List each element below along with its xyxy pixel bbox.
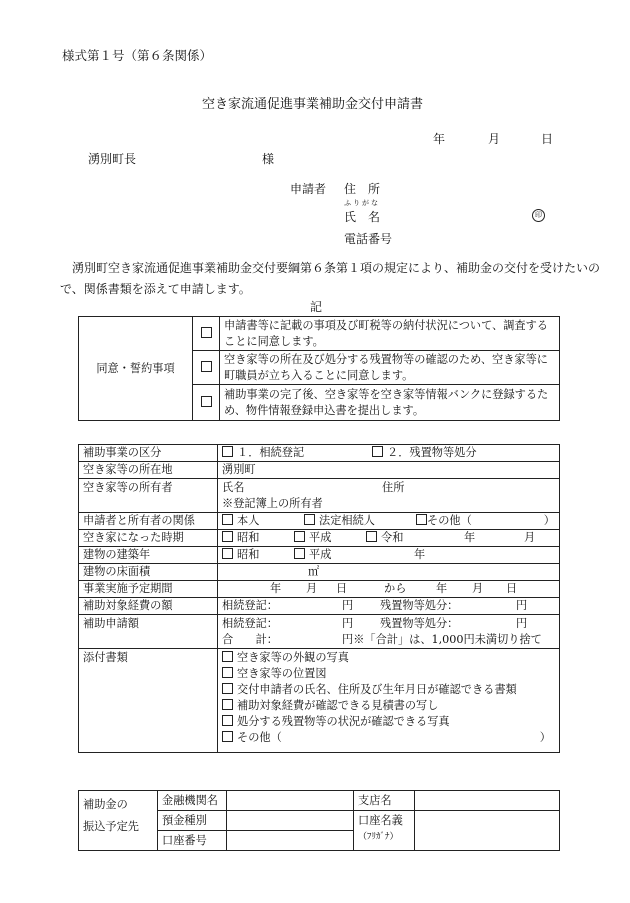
- attachment-item[interactable]: 処分する残置物等の状況が確認できる写真: [222, 714, 555, 730]
- furigana-ruby: ふりがな: [344, 199, 380, 207]
- attachment-item[interactable]: 空き家等の位置図: [222, 666, 555, 682]
- vacant-label: 空き家になった時期: [79, 530, 218, 547]
- honorific: 様: [262, 152, 275, 166]
- deposit-type-field[interactable]: [227, 811, 354, 831]
- built-heisei-option[interactable]: 平成: [294, 547, 414, 563]
- account-number-label: 口座番号: [158, 831, 227, 851]
- attachment-item[interactable]: 空き家等の外観の写真: [222, 650, 555, 666]
- total-note: 円※「合計」は、1,000円未満切り捨て: [342, 632, 542, 646]
- owner-address-label: 住所: [382, 480, 405, 494]
- owner-label: 空き家等の所有者: [79, 479, 218, 513]
- location-label: 空き家等の所在地: [79, 462, 218, 479]
- relation-heir-option[interactable]: 法定相続人: [304, 513, 416, 529]
- relation-options: 本人 法定相続人 その他（ ）: [218, 513, 560, 530]
- floor-area-field[interactable]: ㎡: [218, 564, 560, 581]
- cost-label: 補助対象経費の額: [79, 598, 218, 615]
- application-paragraph: 湧別町空き家流通促進事業補助金交付要綱第６条第１項の規定により、補助金の交付を受けたいので、関係書類を添えて申請します。: [60, 261, 601, 296]
- location-field[interactable]: 湧別町: [218, 462, 560, 479]
- category-option-1[interactable]: １．相続登記: [222, 445, 372, 461]
- seal-icon: 印: [532, 209, 545, 222]
- bank-name-field[interactable]: [227, 791, 354, 811]
- branch-label: 支店名: [354, 791, 415, 811]
- form-number: 様式第１号（第６条関係）: [62, 48, 213, 63]
- consent-checkbox[interactable]: [193, 385, 220, 421]
- phone-label: 電話番号: [344, 232, 393, 246]
- deposit-type-label: 預金種別: [158, 811, 227, 831]
- bank-name-label: 金融機関名: [158, 791, 227, 811]
- built-showa-option[interactable]: 昭和: [222, 547, 294, 563]
- era-heisei-option[interactable]: 平成: [294, 530, 366, 546]
- consent-checkbox[interactable]: [193, 317, 220, 351]
- era-reiwa-option[interactable]: 令和: [366, 530, 464, 546]
- consent-item: 補助事業の完了後、空き家等を空き家等情報バンクに登録するため、物件情報登録申込書を提出します。: [220, 385, 560, 421]
- date-day-label: 日: [541, 132, 554, 146]
- attachments-list: [218, 649, 560, 753]
- attachment-item[interactable]: 交付申請者の氏名、住所及び生年月日が確認できる書類: [222, 682, 555, 698]
- request-field[interactable]: 相続登記： 円 残置物等処分： 円 合 計： 円※「合計」は、1,000円未満切り捨て: [218, 615, 560, 649]
- branch-field[interactable]: [415, 791, 560, 811]
- owner-field[interactable]: [218, 479, 560, 513]
- consent-label: 同意・誓約事項: [79, 317, 193, 421]
- attachment-item[interactable]: 補助対象経費が確認できる見積書の写し: [222, 698, 555, 714]
- account-holder-field[interactable]: [415, 811, 560, 851]
- period-label: 事業実施予定期間: [79, 581, 218, 598]
- consent-item: 申請書等に記載の事項及び町税等の納付状況について、調査することに同意します。: [220, 317, 560, 351]
- date-year-label: 年: [433, 132, 446, 146]
- built-options: 昭和 平成 年: [218, 547, 560, 564]
- floor-area-label: 建物の床面積: [79, 564, 218, 581]
- category-option-2[interactable]: ２．残置物等処分: [372, 446, 477, 459]
- period-field[interactable]: 年 月 日 から 年 月 日: [218, 581, 560, 598]
- vacant-options: 昭和 平成 令和 年 月: [218, 530, 560, 547]
- consent-item: 空き家等の所在及び処分する残置物等の確認のため、空き家等に町職員が立ち入ることに同意します。: [220, 351, 560, 385]
- era-showa-option[interactable]: 昭和: [222, 530, 294, 546]
- address-label: 住 所: [344, 182, 381, 196]
- details-table: [78, 444, 560, 753]
- bank-section-label: 補助金の 振込予定先: [79, 791, 158, 851]
- date-month-label: 月: [488, 132, 501, 146]
- owner-note: ※登記簿上の所有者: [222, 496, 323, 510]
- category-options: [218, 445, 560, 462]
- addressee: 湧別町長: [88, 152, 137, 166]
- built-label: 建物の建築年: [79, 547, 218, 564]
- attachments-label: 添付書類: [79, 649, 218, 753]
- relation-label: 申請者と所有者の関係: [79, 513, 218, 530]
- relation-self-option[interactable]: 本人: [222, 513, 304, 529]
- cost-field[interactable]: 相続登記： 円 残置物等処分： 円: [218, 598, 560, 615]
- consent-table: [78, 316, 560, 421]
- account-holder-label: 口座名義 （ﾌﾘｶﾞﾅ）: [354, 811, 415, 851]
- ki-heading: 記: [310, 300, 323, 314]
- document-title: 空き家流通促進事業補助金交付申請書: [202, 97, 424, 112]
- owner-name-label: 氏名: [222, 480, 245, 494]
- request-label: 補助申請額: [79, 615, 218, 649]
- applicant-label: 申請者: [290, 182, 327, 196]
- name-label: 氏 名: [344, 210, 381, 224]
- attachment-item[interactable]: その他（ ）: [222, 730, 555, 746]
- category-label: 補助事業の区分: [79, 445, 218, 462]
- consent-checkbox[interactable]: [193, 351, 220, 385]
- relation-other-option[interactable]: その他（: [416, 514, 472, 527]
- bank-table: [78, 790, 560, 851]
- account-number-field[interactable]: [227, 831, 354, 851]
